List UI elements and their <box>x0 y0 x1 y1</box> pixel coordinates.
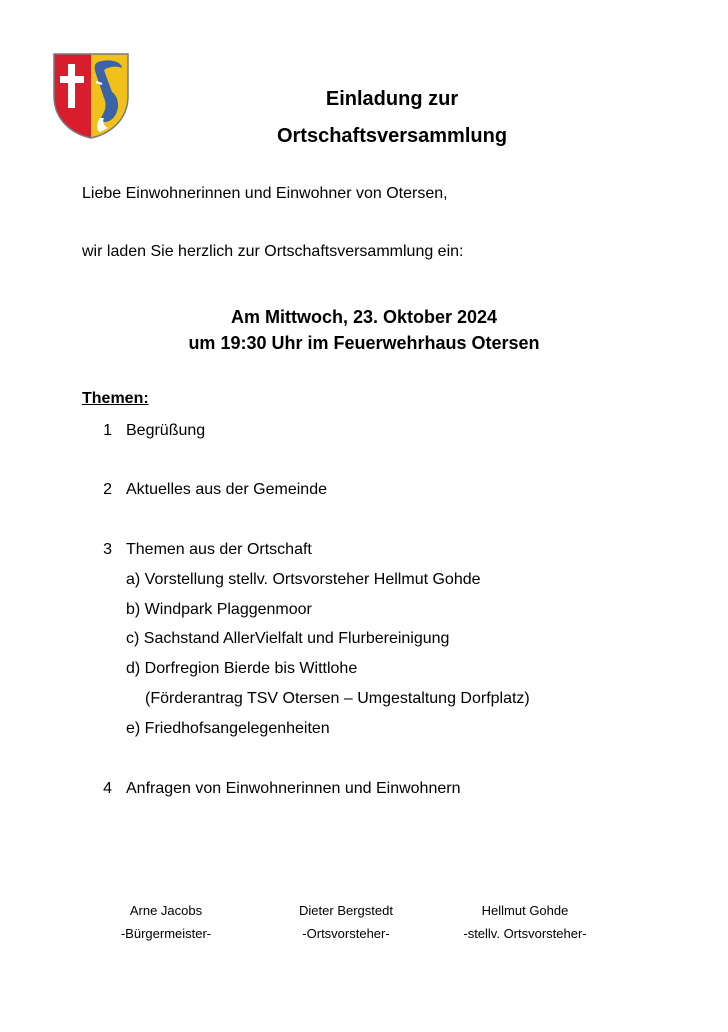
agenda-item: Themen aus der Ortschaft <box>126 541 312 558</box>
greeting: Liebe Einwohnerinnen und Einwohner von Otersen, <box>82 185 448 202</box>
agenda-subitem: a) Vorstellung stellv. Ortsvorsteher Hellmut Gohde <box>126 571 481 588</box>
agenda-subitem: d) Dorfregion Bierde bis Wittlohe <box>126 660 358 677</box>
agenda-number: 1 <box>103 422 112 439</box>
agenda-subitem: e) Friedhofsangelegenheiten <box>126 720 330 737</box>
agenda-subitem: (Förderantrag TSV Otersen – Umgestaltung Dorfplatz) <box>145 690 530 707</box>
coat-of-arms-icon <box>52 52 130 140</box>
signatory-role: -stellv. Ortsvorsteher- <box>463 926 587 941</box>
themes-heading: Themen: <box>82 390 149 407</box>
agenda-item: Anfragen von Einwohnerinnen und Einwohnern <box>126 780 461 797</box>
agenda-number: 2 <box>103 481 112 498</box>
document-title-line-1: Einladung zur <box>325 88 459 110</box>
agenda-item: Begrüßung <box>126 422 206 439</box>
agenda-subitem: c) Sachstand AllerVielfalt und Flurbereinigung <box>126 630 450 647</box>
document-title-line-2: Ortschaftsversammlung <box>276 125 508 147</box>
agenda-number: 4 <box>103 780 112 797</box>
event-date: Am Mittwoch, 23. Oktober 2024 <box>230 307 498 327</box>
agenda-number: 3 <box>103 541 112 558</box>
signatory-name: Hellmut Gohde <box>481 903 569 918</box>
event-time-location: um 19:30 Uhr im Feuerwehrhaus Otersen <box>188 333 540 353</box>
signatory-name: Arne Jacobs <box>129 903 203 918</box>
agenda-item: Aktuelles aus der Gemeinde <box>126 481 327 498</box>
agenda-subitem: b) Windpark Plaggenmoor <box>126 601 312 618</box>
intro-text: wir laden Sie herzlich zur Ortschaftsversammlung ein: <box>82 243 464 260</box>
signatory-name: Dieter Bergstedt <box>299 903 393 918</box>
signatory-role: -Bürgermeister- <box>120 926 212 941</box>
signatory-role: -Ortsvorsteher- <box>302 926 390 941</box>
